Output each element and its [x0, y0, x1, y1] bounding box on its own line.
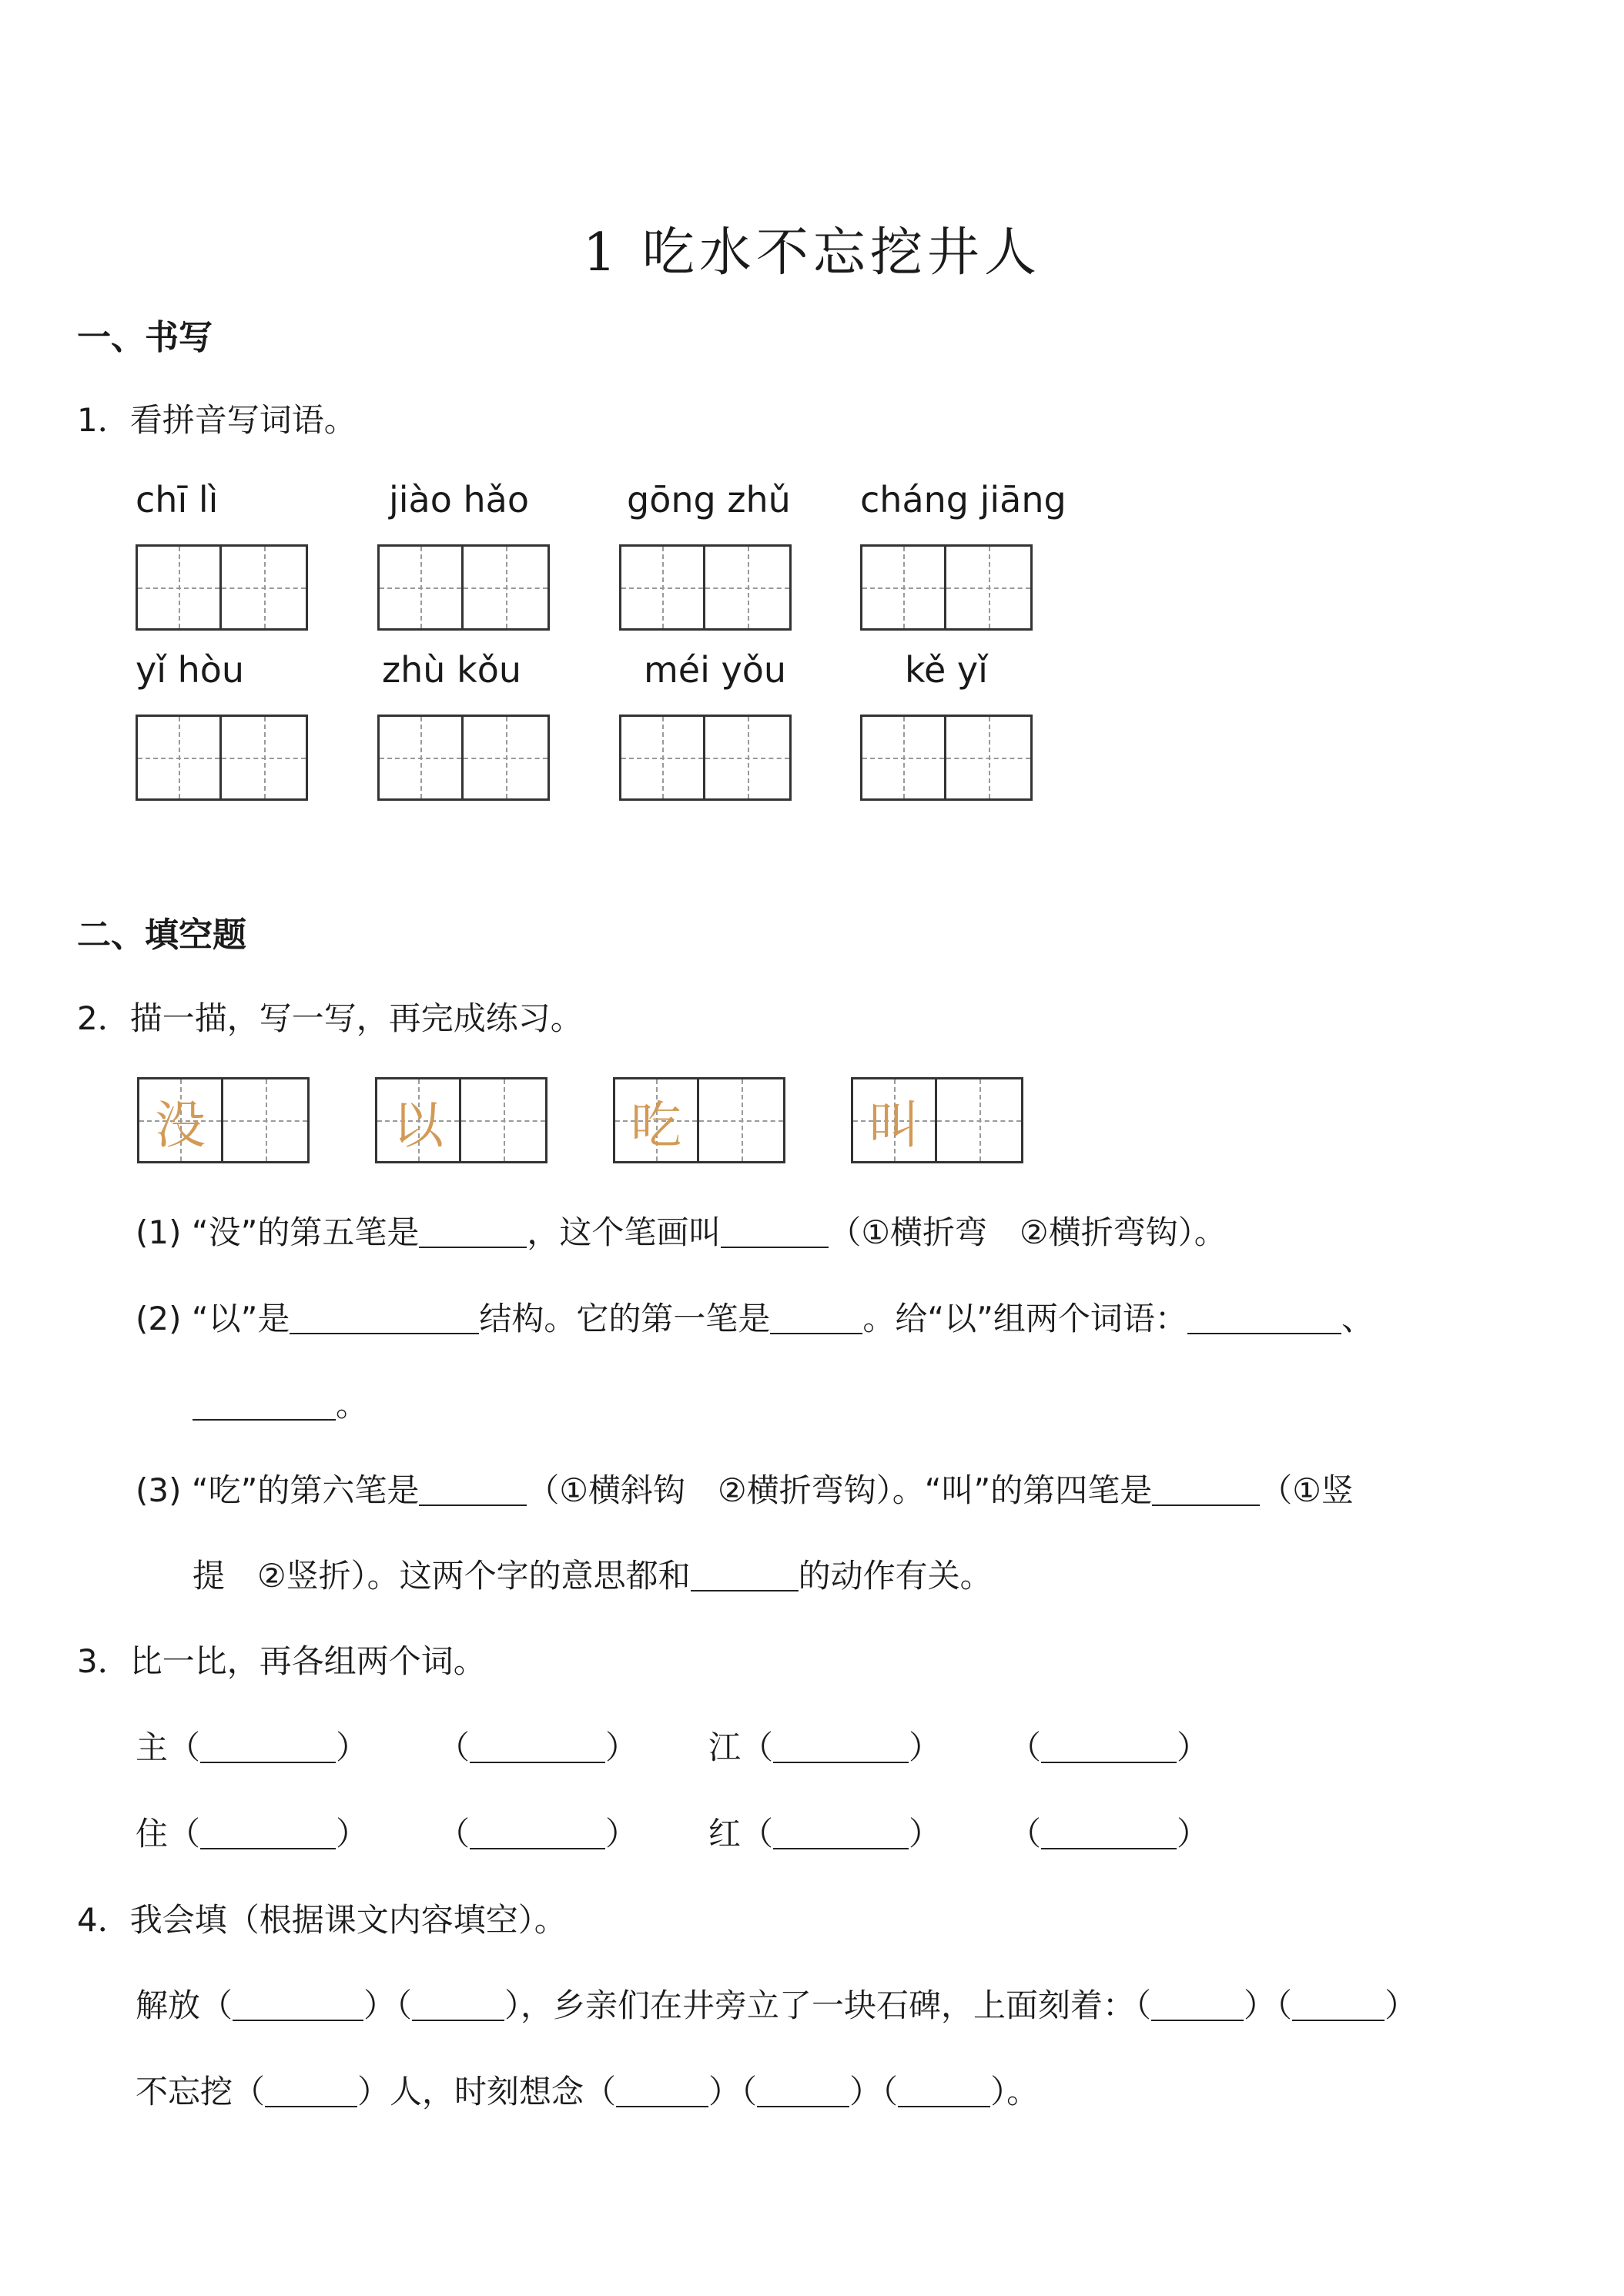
writing-grid[interactable] [377, 715, 550, 801]
answer-blank[interactable] [898, 2073, 990, 2107]
pinyin-label: jiào hǎo [389, 479, 530, 520]
writing-grid[interactable] [860, 544, 1033, 631]
answer-blank[interactable] [1292, 1987, 1385, 2021]
answer-blank[interactable] [691, 1558, 799, 1591]
page-title: 1 吃水不忘挖井人 [583, 223, 1041, 283]
pinyin-label: kě yǐ [905, 649, 988, 691]
answer-blank[interactable] [1152, 1472, 1260, 1506]
question-4-line-2: 不忘挖（ ）人，时刻想念（ ）（ ）（ ）。 [136, 2073, 1040, 2110]
compare-row: （ ） [1009, 1815, 1210, 1853]
answer-blank[interactable] [770, 1300, 862, 1334]
question-4-prompt: 4．我会填（根据课文内容填空）。 [77, 1901, 567, 1939]
question-3-prompt: 3．比一比，再各组两个词。 [77, 1642, 486, 1680]
tracing-grid[interactable] [137, 1077, 310, 1163]
writing-grid[interactable] [136, 715, 308, 801]
answer-blank[interactable] [1041, 1816, 1177, 1849]
trace-character: 吃 [631, 1095, 681, 1155]
answer-blank[interactable] [265, 2073, 357, 2107]
compare-row: 住（ ） [136, 1815, 369, 1853]
answer-blank[interactable] [290, 1300, 479, 1334]
pinyin-label: chī lì [136, 479, 219, 520]
writing-grid[interactable] [377, 544, 550, 631]
compare-row: 主（ ） [136, 1729, 369, 1766]
section-heading-writing: 一、书写 [77, 318, 213, 357]
answer-blank[interactable] [470, 1816, 605, 1849]
question-2-part-3-continued: 提 ②竖折）。这两个字的意思都和 的动作有关。 [193, 1557, 993, 1595]
compare-row: （ ） [437, 1729, 638, 1766]
pinyin-label: gōng zhǔ [627, 479, 791, 520]
answer-blank[interactable] [419, 1472, 527, 1506]
answer-blank[interactable] [773, 1816, 909, 1849]
answer-blank[interactable] [1041, 1729, 1177, 1763]
section-heading-fill-blank: 二、填空题 [77, 915, 246, 955]
compare-row: 红（ ） [708, 1815, 942, 1853]
tracing-grid[interactable] [375, 1077, 547, 1163]
tracing-grid[interactable] [851, 1077, 1023, 1163]
answer-blank[interactable] [200, 1816, 336, 1849]
answer-blank[interactable] [193, 1387, 336, 1421]
answer-blank[interactable] [616, 2073, 708, 2107]
answer-blank[interactable] [470, 1729, 605, 1763]
trace-character: 没 [155, 1095, 206, 1155]
question-2-part-1: (1) “没”的第五笔是 ，这个笔画叫 （①横折弯 ②横折弯钩）。 [136, 1213, 1227, 1251]
answer-blank[interactable] [412, 1987, 504, 2021]
question-4-line-1: 解放（ ）（ ），乡亲们在井旁立了一块石碑，上面刻着：（ ）（ ） [136, 1986, 1418, 2024]
trace-character: 以 [393, 1095, 444, 1155]
pinyin-label: cháng jiāng [860, 479, 1066, 520]
pinyin-label: zhù kǒu [382, 649, 522, 691]
pinyin-label: méi yǒu [644, 649, 787, 691]
answer-blank[interactable] [773, 1729, 909, 1763]
compare-row: 江（ ） [708, 1729, 942, 1766]
compare-row: （ ） [437, 1815, 638, 1853]
answer-blank[interactable] [419, 1214, 527, 1248]
writing-grid[interactable] [860, 715, 1033, 801]
writing-grid[interactable] [619, 544, 792, 631]
writing-grid[interactable] [619, 715, 792, 801]
question-1-prompt: 1．看拼音写词语。 [77, 401, 357, 439]
pinyin-label: yǐ hòu [136, 649, 245, 691]
trace-character: 叫 [869, 1095, 919, 1155]
answer-blank[interactable] [721, 1214, 829, 1248]
compare-row: （ ） [1009, 1729, 1210, 1766]
question-2-part-3: (3) “吃”的第六笔是 （①横斜钩 ②横折弯钩）。“叫”的第四笔是 （①竖 [136, 1471, 1354, 1509]
answer-blank[interactable] [233, 1987, 363, 2021]
answer-blank[interactable] [1151, 1987, 1244, 2021]
question-2-prompt: 2．描一描，写一写，再完成练习。 [77, 999, 583, 1037]
question-2-part-2-continued: 。 [193, 1380, 368, 1426]
tracing-grid[interactable] [613, 1077, 785, 1163]
answer-blank[interactable] [1187, 1300, 1341, 1334]
answer-blank[interactable] [757, 2073, 849, 2107]
question-2-part-2: (2) “以”是 结构。它的第一笔是 。给“以”组两个词语： 、 [136, 1300, 1374, 1337]
answer-blank[interactable] [200, 1729, 336, 1763]
writing-grid[interactable] [136, 544, 308, 631]
